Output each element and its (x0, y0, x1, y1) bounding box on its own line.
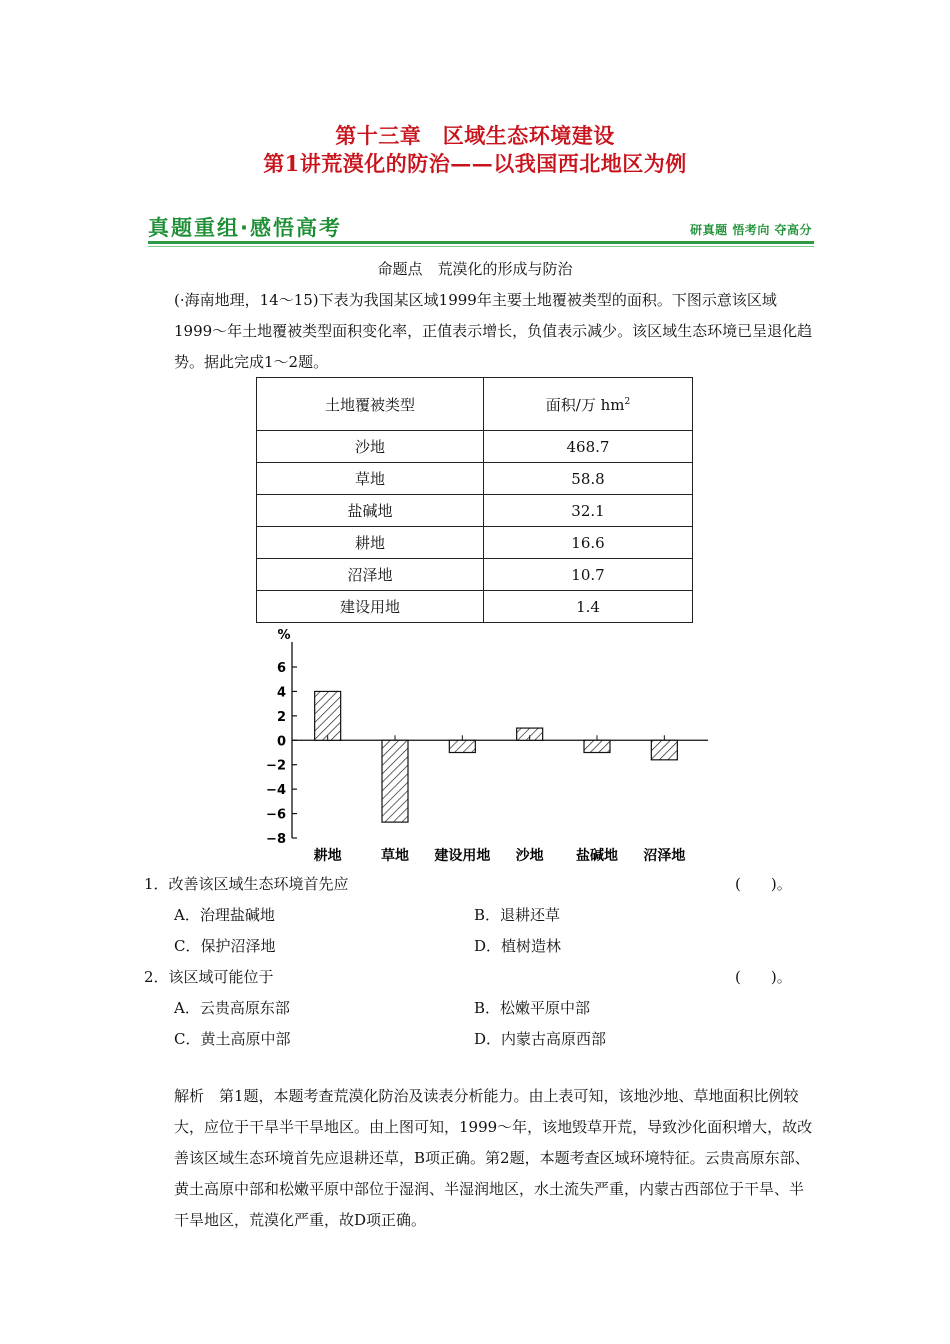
table-cell-type: 耕地 (257, 527, 484, 559)
table-header-area-sup: 2 (624, 396, 631, 407)
topic-heading: 命题点 荒漠化的形成与防治 (377, 260, 573, 278)
table-cell-area: 10.7 (484, 559, 693, 591)
table-cell-area: 16.6 (484, 527, 693, 559)
table-row (257, 463, 693, 495)
bar-盐碱地 (584, 740, 610, 752)
banner-slogan: 研真题 悟考向 夺高分 (690, 223, 812, 237)
question-intro: (·海南地理，14～15)下表为我国某区域1999年主要土地覆被类型的面积。下图示意该区域1999～年土地覆被类型面积变化率，正值表示增长，负值表示减少。该区域生态环境已呈退化趋势。据此完成1～2题。 (174, 291, 813, 371)
x-tick-label: 沼泽地 (643, 848, 686, 864)
table-cell-type: 建设用地 (257, 591, 484, 623)
y-tick-label: −8 (266, 832, 286, 847)
question-1-option-b: B．退耕还草 (474, 906, 561, 924)
table-row (257, 591, 693, 623)
question-1-stem: 1．改善该区域生态环境首先应 (144, 875, 349, 893)
x-tick-label: 草地 (381, 848, 409, 864)
x-tick-label: 建设用地 (434, 848, 491, 864)
question-2-option-b: B．松嫩平原中部 (474, 999, 591, 1017)
chapter-title: 第十三章 区域生态环境建设 (335, 123, 615, 148)
bar-耕地 (315, 691, 341, 740)
table-cell-area: 468.7 (484, 431, 693, 463)
land-cover-table (256, 377, 693, 623)
question-2-answer-blank: ( )。 (735, 968, 792, 986)
y-tick-label: 6 (276, 661, 286, 676)
table-header-row (257, 378, 693, 431)
question-2-option-a: A．云贵高原东部 (174, 999, 290, 1017)
y-tick-label: −2 (266, 758, 286, 774)
banner-heading: 真题重组·感悟高考 (148, 216, 342, 240)
x-tick-label: 沙地 (515, 848, 544, 864)
bar-沼泽地 (651, 740, 677, 760)
table-header-area-text: 面积/万 hm (545, 395, 625, 414)
question-2-option-c: C．黄土高原中部 (174, 1030, 291, 1048)
question-1-option-a: A．治理盐碱地 (174, 906, 275, 924)
question-1-option-c: C．保护沼泽地 (174, 937, 276, 955)
table-cell-area: 1.4 (484, 591, 693, 623)
table-cell-type: 沼泽地 (257, 559, 484, 591)
y-tick-label: 4 (276, 685, 286, 701)
x-tick-label: 盐碱地 (576, 848, 618, 864)
question-1-answer-blank: ( )。 (735, 875, 792, 893)
banner-rule (148, 241, 814, 244)
banner-rule-thin (148, 246, 814, 247)
table-row (257, 431, 693, 463)
lesson-title: 第1讲荒漠化的防治——以我国西北地区为例 (263, 151, 687, 176)
y-tick-label: −4 (266, 783, 286, 799)
y-tick-label: −6 (266, 807, 286, 823)
question-1-option-d: D．植树造林 (474, 937, 562, 955)
table-row (257, 495, 693, 527)
table-cell-area: 32.1 (484, 495, 693, 527)
table-header-area (484, 378, 693, 431)
table-cell-area: 58.8 (484, 463, 693, 495)
table-cell-type: 沙地 (257, 431, 484, 463)
table-row (257, 527, 693, 559)
answer-analysis: 解析 第1题，本题考查荒漠化防治及读表分析能力。由上表可知，该地沙地、草地面积比例较大，应位于干旱半干旱地区。由上图可知，1999～年，该地毁草开荒，导致沙化面积增大，故改善该区域生态环境首先应退耕还草，B项正确。第2题，本题考查区域环境特征。云贵高原东部、黄土高原中部和松嫩平原中部位于湿润、半湿润地区，水土流失严重，内蒙古西部位于干旱、半干旱地区，荒漠化严重，故D项正确。 (174, 1087, 813, 1229)
change-rate-chart (262, 622, 722, 868)
y-tick-label: 2 (276, 709, 286, 725)
table-row (257, 559, 693, 591)
y-axis-label: % (277, 628, 291, 643)
table-cell-type: 盐碱地 (257, 495, 484, 527)
y-tick-label: 0 (276, 734, 286, 750)
question-2-option-d: D．内蒙古高原西部 (474, 1030, 607, 1048)
table-header-type: 土地覆被类型 (257, 378, 484, 431)
section-banner (148, 208, 814, 248)
question-2-stem: 2．该区域可能位于 (144, 968, 274, 986)
x-tick-label: 耕地 (313, 848, 342, 864)
table-cell-type: 草地 (257, 463, 484, 495)
bar-草地 (382, 740, 408, 822)
bar-建设用地 (449, 740, 475, 752)
